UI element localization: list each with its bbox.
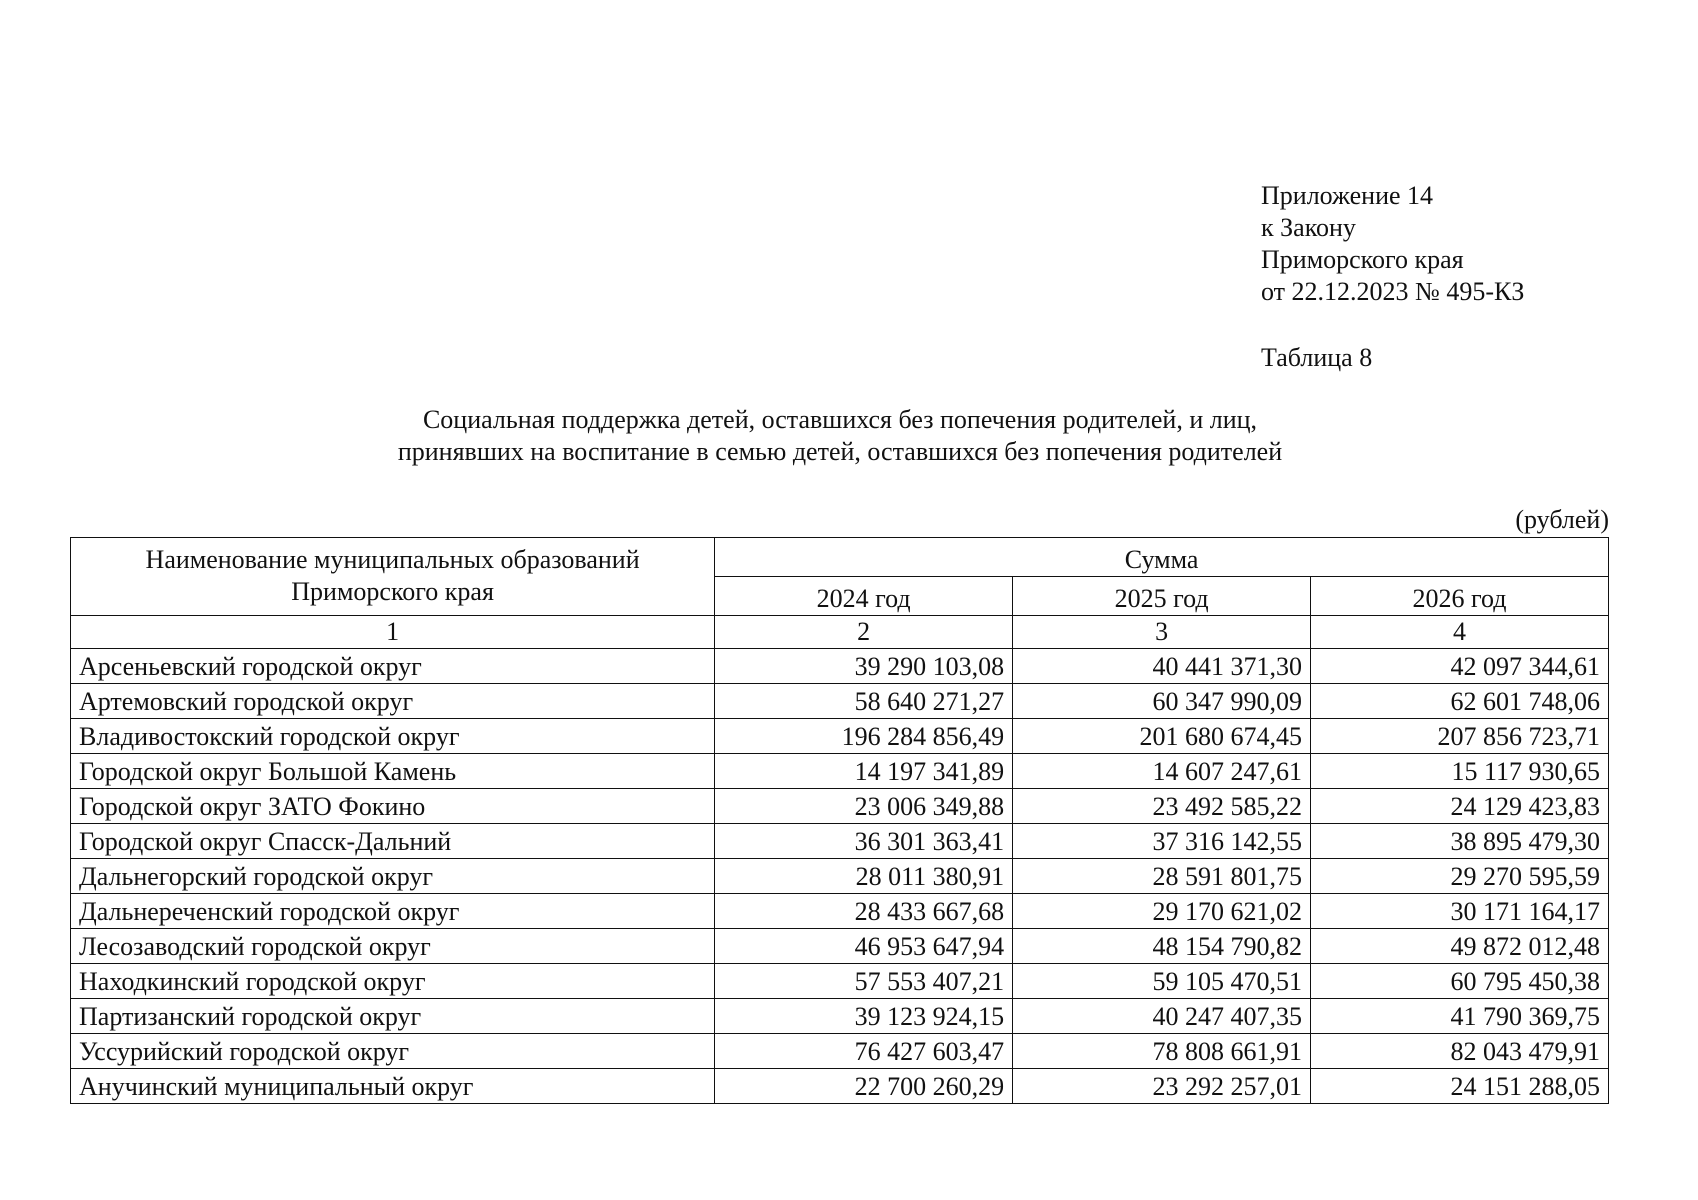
header-year-2025: 2025 год <box>1013 577 1311 616</box>
municipality-name: Партизанский городской округ <box>71 999 715 1034</box>
municipality-name: Городской округ ЗАТО Фокино <box>71 789 715 824</box>
amount-2024: 28 433 667,68 <box>715 894 1013 929</box>
municipality-name: Городской округ Спасск-Дальний <box>71 824 715 859</box>
table-header-row <box>71 538 1609 577</box>
amount-2026: 29 270 595,59 <box>1311 859 1609 894</box>
amount-2025: 201 680 674,45 <box>1013 719 1311 754</box>
amount-2026: 30 171 164,17 <box>1311 894 1609 929</box>
appendix-line: Приморского края <box>1261 245 1464 274</box>
amount-2025: 59 105 470,51 <box>1013 964 1311 999</box>
column-number: 2 <box>715 616 1013 649</box>
municipality-name: Городской округ Большой Камень <box>71 754 715 789</box>
amount-2025: 40 441 371,30 <box>1013 649 1311 684</box>
header-sum: Сумма <box>715 538 1609 577</box>
amount-2026: 42 097 344,61 <box>1311 649 1609 684</box>
amount-2026: 207 856 723,71 <box>1311 719 1609 754</box>
budget-table <box>70 537 1609 1104</box>
amount-2025: 37 316 142,55 <box>1013 824 1311 859</box>
title-line: принявших на воспитание в семью детей, оставшихся без попечения родителей <box>397 437 1283 466</box>
amount-2025: 40 247 407,35 <box>1013 999 1311 1034</box>
amount-2025: 28 591 801,75 <box>1013 859 1311 894</box>
table-label: Таблица 8 <box>1261 343 1373 372</box>
table-row <box>71 719 1609 754</box>
municipality-name: Дальнегорский городской округ <box>71 859 715 894</box>
municipality-name: Дальнереченский городской округ <box>71 894 715 929</box>
table-row <box>71 894 1609 929</box>
amount-2024: 57 553 407,21 <box>715 964 1013 999</box>
header-year-2026: 2026 год <box>1311 577 1609 616</box>
amount-2026: 24 151 288,05 <box>1311 1069 1609 1104</box>
amount-2024: 76 427 603,47 <box>715 1034 1013 1069</box>
amount-2026: 38 895 479,30 <box>1311 824 1609 859</box>
amount-2024: 58 640 271,27 <box>715 684 1013 719</box>
table-row <box>71 999 1609 1034</box>
amount-2025: 14 607 247,61 <box>1013 754 1311 789</box>
appendix-line: от 22.12.2023 № 495-КЗ <box>1261 277 1525 306</box>
amount-2024: 46 953 647,94 <box>715 929 1013 964</box>
amount-2025: 60 347 990,09 <box>1013 684 1311 719</box>
amount-2024: 39 123 924,15 <box>715 999 1013 1034</box>
amount-2026: 24 129 423,83 <box>1311 789 1609 824</box>
header-year-2024: 2024 год <box>715 577 1013 616</box>
amount-2024: 39 290 103,08 <box>715 649 1013 684</box>
column-number-row <box>71 616 1609 649</box>
appendix-block <box>1261 180 1524 308</box>
amount-2024: 28 011 380,91 <box>715 859 1013 894</box>
document-title <box>0 404 1680 468</box>
amount-2024: 36 301 363,41 <box>715 824 1013 859</box>
column-number: 1 <box>71 616 715 649</box>
amount-2025: 48 154 790,82 <box>1013 929 1311 964</box>
table-row <box>71 1034 1609 1069</box>
amount-2024: 14 197 341,89 <box>715 754 1013 789</box>
amount-2026: 49 872 012,48 <box>1311 929 1609 964</box>
table-row <box>71 649 1609 684</box>
table-row <box>71 754 1609 789</box>
column-number: 3 <box>1013 616 1311 649</box>
amount-2024: 23 006 349,88 <box>715 789 1013 824</box>
table-row <box>71 929 1609 964</box>
amount-2024: 22 700 260,29 <box>715 1069 1013 1104</box>
title-line: Социальная поддержка детей, оставшихся без попечения родителей, и лиц, <box>422 405 1258 434</box>
header-name-line: Наименование муниципальных образований <box>145 545 640 574</box>
units-label: (рублей) <box>1515 505 1609 534</box>
amount-2025: 78 808 661,91 <box>1013 1034 1311 1069</box>
amount-2026: 62 601 748,06 <box>1311 684 1609 719</box>
appendix-line: к Закону <box>1261 213 1356 242</box>
amount-2025: 23 292 257,01 <box>1013 1069 1311 1104</box>
amount-2026: 41 790 369,75 <box>1311 999 1609 1034</box>
column-number: 4 <box>1311 616 1609 649</box>
amount-2025: 29 170 621,02 <box>1013 894 1311 929</box>
amount-2026: 60 795 450,38 <box>1311 964 1609 999</box>
municipality-name: Лесозаводский городской округ <box>71 929 715 964</box>
amount-2026: 15 117 930,65 <box>1311 754 1609 789</box>
municipality-name: Арсеньевский городской округ <box>71 649 715 684</box>
table-row <box>71 789 1609 824</box>
header-municipality <box>71 538 715 616</box>
table-row <box>71 964 1609 999</box>
table-row <box>71 824 1609 859</box>
amount-2024: 196 284 856,49 <box>715 719 1013 754</box>
municipality-name: Владивостокский городской округ <box>71 719 715 754</box>
municipality-name: Уссурийский городской округ <box>71 1034 715 1069</box>
header-name-line: Приморского края <box>291 577 494 606</box>
amount-2025: 23 492 585,22 <box>1013 789 1311 824</box>
table-row <box>71 1069 1609 1104</box>
table-row <box>71 859 1609 894</box>
appendix-line: Приложение 14 <box>1261 181 1434 210</box>
amount-2026: 82 043 479,91 <box>1311 1034 1609 1069</box>
municipality-name: Находкинский городской округ <box>71 964 715 999</box>
municipality-name: Артемовский городской округ <box>71 684 715 719</box>
table-row <box>71 684 1609 719</box>
municipality-name: Анучинский муниципальный округ <box>71 1069 715 1104</box>
